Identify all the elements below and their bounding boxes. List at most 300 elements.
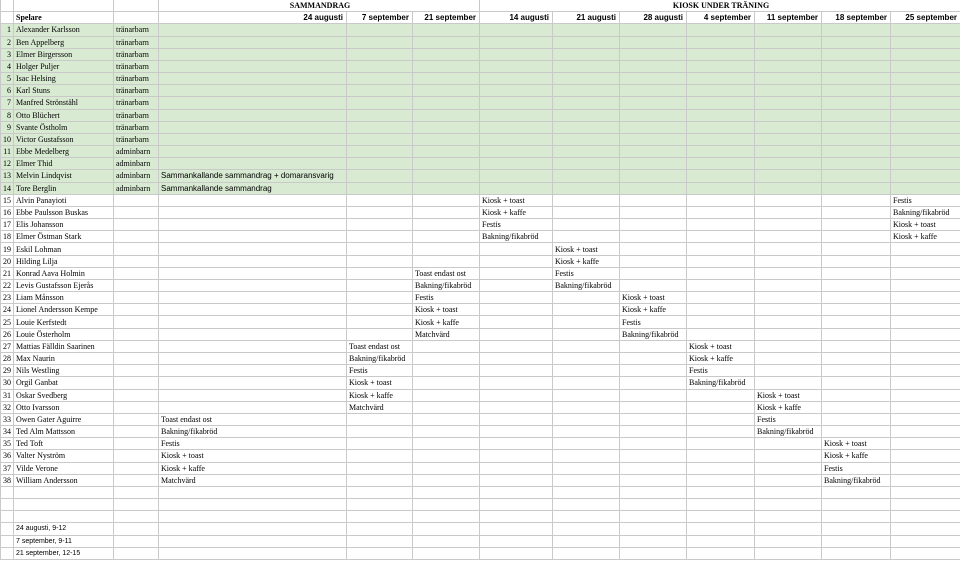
assignment-cell[interactable] [755, 109, 822, 121]
empty-cell[interactable] [480, 499, 553, 511]
assignment-cell[interactable] [891, 450, 960, 462]
assignment-cell[interactable] [620, 450, 687, 462]
row-number-cell[interactable]: 3 [1, 48, 14, 60]
assignment-cell[interactable]: Kiosk + toast [413, 304, 480, 316]
assignment-cell[interactable] [755, 474, 822, 486]
assignment-cell[interactable] [480, 267, 553, 279]
empty-cell[interactable] [553, 511, 620, 523]
assignment-cell[interactable] [553, 426, 620, 438]
assignment-cell[interactable]: Kiosk + kaffe [822, 450, 891, 462]
assignment-cell[interactable] [620, 73, 687, 85]
row-number-cell[interactable]: 27 [1, 340, 14, 352]
assignment-cell[interactable] [687, 474, 755, 486]
assignment-cell[interactable] [822, 304, 891, 316]
empty-cell[interactable] [553, 486, 620, 498]
assignment-cell[interactable] [159, 36, 347, 48]
player-type-cell[interactable] [114, 279, 159, 291]
assignment-cell[interactable] [553, 194, 620, 206]
row-number-cell[interactable]: 5 [1, 73, 14, 85]
assignment-cell[interactable] [413, 146, 480, 158]
empty-cell[interactable] [413, 523, 480, 535]
empty-cell[interactable] [687, 511, 755, 523]
assignment-cell[interactable] [159, 206, 347, 218]
assignment-cell[interactable] [480, 60, 553, 72]
player-type-cell[interactable] [114, 438, 159, 450]
assignment-cell[interactable] [822, 401, 891, 413]
empty-cell[interactable] [1, 511, 14, 523]
assignment-cell[interactable]: Bakning/fikabröd [347, 352, 413, 364]
assignment-cell[interactable] [687, 438, 755, 450]
assignment-cell[interactable] [159, 121, 347, 133]
empty-cell[interactable] [891, 535, 960, 547]
row-number-cell[interactable]: 35 [1, 438, 14, 450]
empty-cell[interactable] [891, 523, 960, 535]
player-type-cell[interactable] [114, 426, 159, 438]
assignment-cell[interactable] [755, 292, 822, 304]
assignment-cell[interactable] [891, 109, 960, 121]
player-name-cell[interactable]: Elis Johansson [14, 219, 114, 231]
assignment-cell[interactable] [413, 206, 480, 218]
player-type-cell[interactable] [114, 243, 159, 255]
assignment-cell[interactable]: Matchvärd [159, 474, 347, 486]
assignment-cell[interactable] [822, 219, 891, 231]
assignment-cell[interactable] [553, 292, 620, 304]
assignment-cell[interactable] [480, 474, 553, 486]
player-name-cell[interactable]: Ebbe Medelberg [14, 146, 114, 158]
assignment-cell[interactable]: Festis [347, 365, 413, 377]
row-number-cell[interactable]: 23 [1, 292, 14, 304]
assignment-cell[interactable] [347, 255, 413, 267]
assignment-cell[interactable] [413, 158, 480, 170]
empty-cell[interactable] [687, 535, 755, 547]
player-name-cell[interactable]: Hilding Lilja [14, 255, 114, 267]
assignment-cell[interactable] [891, 365, 960, 377]
empty-cell[interactable] [480, 535, 553, 547]
assignment-cell[interactable] [687, 48, 755, 60]
assignment-cell[interactable] [347, 450, 413, 462]
empty-cell[interactable] [114, 547, 159, 559]
player-column-header[interactable]: Spelare [14, 12, 114, 24]
empty-cell[interactable] [159, 547, 347, 559]
assignment-cell[interactable] [891, 462, 960, 474]
assignment-cell[interactable] [620, 438, 687, 450]
empty-cell[interactable] [480, 486, 553, 498]
empty-cell[interactable] [822, 523, 891, 535]
assignment-cell[interactable] [620, 219, 687, 231]
assignment-cell[interactable] [347, 194, 413, 206]
assignment-cell[interactable] [687, 279, 755, 291]
assignment-cell[interactable] [480, 36, 553, 48]
assignment-cell[interactable] [480, 182, 553, 194]
assignment-cell[interactable] [347, 146, 413, 158]
player-name-cell[interactable]: Melvin Lindqvist [14, 170, 114, 182]
empty-cell[interactable] [480, 511, 553, 523]
assignment-cell[interactable] [347, 85, 413, 97]
assignment-cell[interactable]: Festis [755, 413, 822, 425]
assignment-cell[interactable]: Kiosk + toast [891, 219, 960, 231]
player-type-cell[interactable] [114, 352, 159, 364]
assignment-cell[interactable] [553, 206, 620, 218]
assignment-cell[interactable] [480, 24, 553, 36]
assignment-cell[interactable]: Festis [159, 438, 347, 450]
player-name-cell[interactable]: Vilde Verone [14, 462, 114, 474]
empty-cell[interactable] [14, 486, 114, 498]
assignment-cell[interactable] [620, 377, 687, 389]
player-type-cell[interactable]: tränarbarn [114, 48, 159, 60]
empty-cell[interactable] [347, 499, 413, 511]
assignment-cell[interactable] [413, 438, 480, 450]
assignment-cell[interactable] [891, 182, 960, 194]
assignment-cell[interactable] [553, 316, 620, 328]
assignment-cell[interactable] [159, 231, 347, 243]
assignment-cell[interactable] [822, 206, 891, 218]
assignment-cell[interactable] [755, 279, 822, 291]
empty-cell[interactable] [755, 523, 822, 535]
assignment-cell[interactable] [159, 389, 347, 401]
assignment-cell[interactable] [553, 97, 620, 109]
assignment-cell[interactable] [553, 60, 620, 72]
date-header-6[interactable]: 4 september [687, 12, 755, 24]
empty-cell[interactable] [620, 499, 687, 511]
empty-cell[interactable] [755, 511, 822, 523]
assignment-cell[interactable] [687, 219, 755, 231]
assignment-cell[interactable]: Festis [553, 267, 620, 279]
assignment-cell[interactable] [891, 133, 960, 145]
assignment-cell[interactable] [891, 73, 960, 85]
row-number-cell[interactable]: 21 [1, 267, 14, 279]
assignment-cell[interactable] [347, 133, 413, 145]
row-number-cell[interactable]: 14 [1, 182, 14, 194]
assignment-cell[interactable] [553, 474, 620, 486]
date-header-0[interactable]: 24 augusti [159, 12, 347, 24]
player-type-cell[interactable] [114, 401, 159, 413]
assignment-cell[interactable] [480, 292, 553, 304]
assignment-cell[interactable] [620, 194, 687, 206]
assignment-cell[interactable] [480, 401, 553, 413]
player-type-cell[interactable] [114, 328, 159, 340]
row-number-cell[interactable]: 37 [1, 462, 14, 474]
assignment-cell[interactable]: Kiosk + toast [553, 243, 620, 255]
player-type-cell[interactable]: tränarbarn [114, 133, 159, 145]
assignment-cell[interactable] [347, 206, 413, 218]
assignment-cell[interactable]: Bakning/fikabröd [822, 474, 891, 486]
empty-cell[interactable] [347, 511, 413, 523]
player-type-cell[interactable] [114, 194, 159, 206]
empty-cell[interactable] [480, 523, 553, 535]
assignment-cell[interactable] [620, 279, 687, 291]
row-number-cell[interactable]: 25 [1, 316, 14, 328]
assignment-cell[interactable] [347, 413, 413, 425]
assignment-cell[interactable]: Kiosk + toast [755, 389, 822, 401]
assignment-cell[interactable] [755, 231, 822, 243]
player-name-cell[interactable]: Louie Kerfstedt [14, 316, 114, 328]
assignment-cell[interactable] [620, 426, 687, 438]
empty-cell[interactable] [755, 535, 822, 547]
assignment-cell[interactable] [553, 24, 620, 36]
assignment-cell[interactable] [755, 24, 822, 36]
assignment-cell[interactable] [347, 158, 413, 170]
player-name-cell[interactable]: Elmer Thid [14, 158, 114, 170]
assignment-cell[interactable] [822, 389, 891, 401]
assignment-cell[interactable] [620, 158, 687, 170]
empty-cell[interactable] [687, 523, 755, 535]
assignment-cell[interactable] [822, 316, 891, 328]
empty-cell[interactable] [159, 499, 347, 511]
assignment-cell[interactable] [553, 328, 620, 340]
assignment-cell[interactable] [822, 231, 891, 243]
player-type-cell[interactable] [114, 231, 159, 243]
assignment-cell[interactable] [413, 194, 480, 206]
row-number-header[interactable] [1, 12, 14, 24]
assignment-cell[interactable] [755, 73, 822, 85]
empty-cell[interactable] [822, 511, 891, 523]
assignment-cell[interactable] [687, 413, 755, 425]
assignment-cell[interactable] [413, 352, 480, 364]
assignment-cell[interactable] [891, 97, 960, 109]
empty-cell[interactable] [413, 547, 480, 559]
row-number-cell[interactable]: 9 [1, 121, 14, 133]
assignment-cell[interactable] [347, 24, 413, 36]
assignment-cell[interactable] [687, 267, 755, 279]
player-name-cell[interactable]: Tore Berglin [14, 182, 114, 194]
assignment-cell[interactable] [755, 267, 822, 279]
assignment-cell[interactable] [480, 279, 553, 291]
player-name-cell[interactable]: Holger Puljer [14, 60, 114, 72]
player-type-cell[interactable]: adminbarn [114, 182, 159, 194]
empty-cell[interactable] [347, 486, 413, 498]
empty-cell[interactable] [114, 499, 159, 511]
assignment-cell[interactable] [687, 146, 755, 158]
player-name-cell[interactable]: Isac Helsing [14, 73, 114, 85]
assignment-cell[interactable] [822, 121, 891, 133]
assignment-cell[interactable] [687, 243, 755, 255]
assignment-cell[interactable] [413, 413, 480, 425]
empty-cell[interactable] [14, 511, 114, 523]
assignment-cell[interactable] [159, 304, 347, 316]
assignment-cell[interactable] [553, 450, 620, 462]
assignment-cell[interactable] [620, 60, 687, 72]
section-title-sammandrag[interactable]: SAMMANDRAG [159, 0, 480, 12]
empty-cell[interactable] [822, 499, 891, 511]
empty-cell[interactable] [480, 547, 553, 559]
row-number-cell[interactable]: 33 [1, 413, 14, 425]
assignment-cell[interactable] [480, 462, 553, 474]
assignment-cell[interactable] [413, 255, 480, 267]
assignment-cell[interactable]: Kiosk + toast [822, 438, 891, 450]
player-type-cell[interactable] [114, 304, 159, 316]
assignment-cell[interactable] [755, 352, 822, 364]
assignment-cell[interactable] [620, 133, 687, 145]
assignment-cell[interactable] [413, 474, 480, 486]
assignment-cell[interactable] [620, 206, 687, 218]
assignment-cell[interactable] [347, 426, 413, 438]
empty-cell[interactable] [891, 486, 960, 498]
assignment-cell[interactable] [620, 401, 687, 413]
header-blank-cell[interactable] [14, 0, 114, 12]
assignment-cell[interactable] [620, 170, 687, 182]
assignment-cell[interactable]: Bakning/fikabröd [755, 426, 822, 438]
row-number-cell[interactable]: 22 [1, 279, 14, 291]
footer-note[interactable]: 21 september, 12-15 [14, 547, 114, 559]
assignment-cell[interactable] [755, 450, 822, 462]
assignment-cell[interactable] [347, 438, 413, 450]
empty-cell[interactable] [14, 499, 114, 511]
assignment-cell[interactable] [413, 401, 480, 413]
empty-cell[interactable] [347, 523, 413, 535]
assignment-cell[interactable] [159, 158, 347, 170]
assignment-cell[interactable] [620, 121, 687, 133]
player-type-cell[interactable] [114, 365, 159, 377]
assignment-cell[interactable]: Kiosk + toast [480, 194, 553, 206]
assignment-cell[interactable] [822, 170, 891, 182]
assignment-cell[interactable] [413, 462, 480, 474]
assignment-cell[interactable] [480, 255, 553, 267]
assignment-cell[interactable]: Kiosk + kaffe [159, 462, 347, 474]
player-name-cell[interactable]: Louie Österholm [14, 328, 114, 340]
assignment-cell[interactable] [891, 279, 960, 291]
player-name-cell[interactable]: Victor Gustafsson [14, 133, 114, 145]
assignment-cell[interactable] [620, 85, 687, 97]
row-number-cell[interactable]: 34 [1, 426, 14, 438]
empty-cell[interactable] [1, 523, 14, 535]
assignment-cell[interactable] [347, 121, 413, 133]
assignment-cell[interactable] [822, 413, 891, 425]
assignment-cell[interactable] [687, 85, 755, 97]
assignment-cell[interactable]: Kiosk + kaffe [413, 316, 480, 328]
assignment-cell[interactable] [755, 170, 822, 182]
assignment-cell[interactable] [822, 243, 891, 255]
assignment-cell[interactable] [620, 474, 687, 486]
assignment-cell[interactable] [159, 255, 347, 267]
assignment-cell[interactable] [891, 413, 960, 425]
header-blank-cell[interactable] [1, 0, 14, 12]
assignment-cell[interactable] [620, 146, 687, 158]
assignment-cell[interactable] [480, 377, 553, 389]
assignment-cell[interactable] [755, 133, 822, 145]
row-number-cell[interactable]: 38 [1, 474, 14, 486]
assignment-cell[interactable] [159, 73, 347, 85]
assignment-cell[interactable] [480, 304, 553, 316]
assignment-cell[interactable]: Festis [687, 365, 755, 377]
assignment-cell[interactable] [620, 24, 687, 36]
empty-cell[interactable] [620, 523, 687, 535]
assignment-cell[interactable]: Bakning/fikabröd [891, 206, 960, 218]
assignment-cell[interactable] [687, 462, 755, 474]
assignment-cell[interactable] [891, 426, 960, 438]
assignment-cell[interactable] [347, 109, 413, 121]
empty-cell[interactable] [755, 486, 822, 498]
assignment-cell[interactable] [347, 60, 413, 72]
empty-cell[interactable] [114, 511, 159, 523]
assignment-cell[interactable] [822, 182, 891, 194]
assignment-cell[interactable] [480, 450, 553, 462]
assignment-cell[interactable] [553, 73, 620, 85]
assignment-cell[interactable] [159, 133, 347, 145]
assignment-cell[interactable] [755, 158, 822, 170]
assignment-cell[interactable] [822, 97, 891, 109]
empty-cell[interactable] [891, 511, 960, 523]
assignment-cell[interactable] [620, 109, 687, 121]
assignment-cell[interactable] [822, 133, 891, 145]
assignment-cell[interactable] [413, 109, 480, 121]
assignment-cell[interactable] [687, 170, 755, 182]
assignment-cell[interactable]: Matchvärd [347, 401, 413, 413]
assignment-cell[interactable] [891, 389, 960, 401]
empty-cell[interactable] [553, 535, 620, 547]
player-name-cell[interactable]: Elmer Östman Stark [14, 231, 114, 243]
row-number-cell[interactable]: 12 [1, 158, 14, 170]
assignment-cell[interactable] [480, 158, 553, 170]
date-header-9[interactable]: 25 september [891, 12, 960, 24]
assignment-cell[interactable] [480, 73, 553, 85]
assignment-cell[interactable] [755, 121, 822, 133]
assignment-cell[interactable] [347, 328, 413, 340]
player-type-cell[interactable] [114, 316, 159, 328]
assignment-cell[interactable] [347, 462, 413, 474]
player-name-cell[interactable]: Otto Blüchert [14, 109, 114, 121]
assignment-cell[interactable] [891, 352, 960, 364]
assignment-cell[interactable] [480, 413, 553, 425]
empty-cell[interactable] [755, 547, 822, 559]
date-header-8[interactable]: 18 september [822, 12, 891, 24]
assignment-cell[interactable] [413, 231, 480, 243]
assignment-cell[interactable] [687, 133, 755, 145]
assignment-cell[interactable] [553, 377, 620, 389]
empty-cell[interactable] [114, 486, 159, 498]
footer-note[interactable]: 24 augusti, 9-12 [14, 523, 114, 535]
date-header-5[interactable]: 28 augusti [620, 12, 687, 24]
assignment-cell[interactable] [159, 109, 347, 121]
assignment-cell[interactable] [553, 462, 620, 474]
row-number-cell[interactable]: 24 [1, 304, 14, 316]
assignment-cell[interactable] [553, 389, 620, 401]
empty-cell[interactable] [553, 547, 620, 559]
assignment-cell[interactable] [347, 474, 413, 486]
assignment-cell[interactable] [755, 377, 822, 389]
assignment-cell[interactable] [891, 85, 960, 97]
assignment-cell[interactable] [687, 158, 755, 170]
assignment-cell[interactable]: Bakning/fikabröd [480, 231, 553, 243]
empty-cell[interactable] [159, 486, 347, 498]
assignment-cell[interactable] [687, 401, 755, 413]
assignment-cell[interactable] [891, 48, 960, 60]
assignment-cell[interactable] [687, 389, 755, 401]
empty-cell[interactable] [687, 486, 755, 498]
player-name-cell[interactable]: Orgil Ganbat [14, 377, 114, 389]
assignment-cell[interactable] [755, 36, 822, 48]
assignment-cell[interactable] [891, 158, 960, 170]
assignment-cell[interactable] [347, 36, 413, 48]
assignment-cell[interactable] [480, 85, 553, 97]
assignment-cell[interactable] [480, 170, 553, 182]
assignment-cell[interactable]: Kiosk + toast [620, 292, 687, 304]
assignment-cell[interactable] [687, 316, 755, 328]
player-name-cell[interactable]: Alvin Panayioti [14, 194, 114, 206]
assignment-cell[interactable] [822, 85, 891, 97]
row-number-cell[interactable]: 16 [1, 206, 14, 218]
row-number-cell[interactable]: 7 [1, 97, 14, 109]
assignment-cell[interactable] [413, 121, 480, 133]
player-type-cell[interactable]: tränarbarn [114, 73, 159, 85]
player-type-cell[interactable]: adminbarn [114, 170, 159, 182]
player-type-cell[interactable] [114, 413, 159, 425]
assignment-cell[interactable] [553, 170, 620, 182]
row-number-cell[interactable]: 31 [1, 389, 14, 401]
assignment-cell[interactable] [891, 24, 960, 36]
assignment-cell[interactable] [687, 292, 755, 304]
assignment-cell[interactable] [413, 450, 480, 462]
empty-cell[interactable] [159, 523, 347, 535]
